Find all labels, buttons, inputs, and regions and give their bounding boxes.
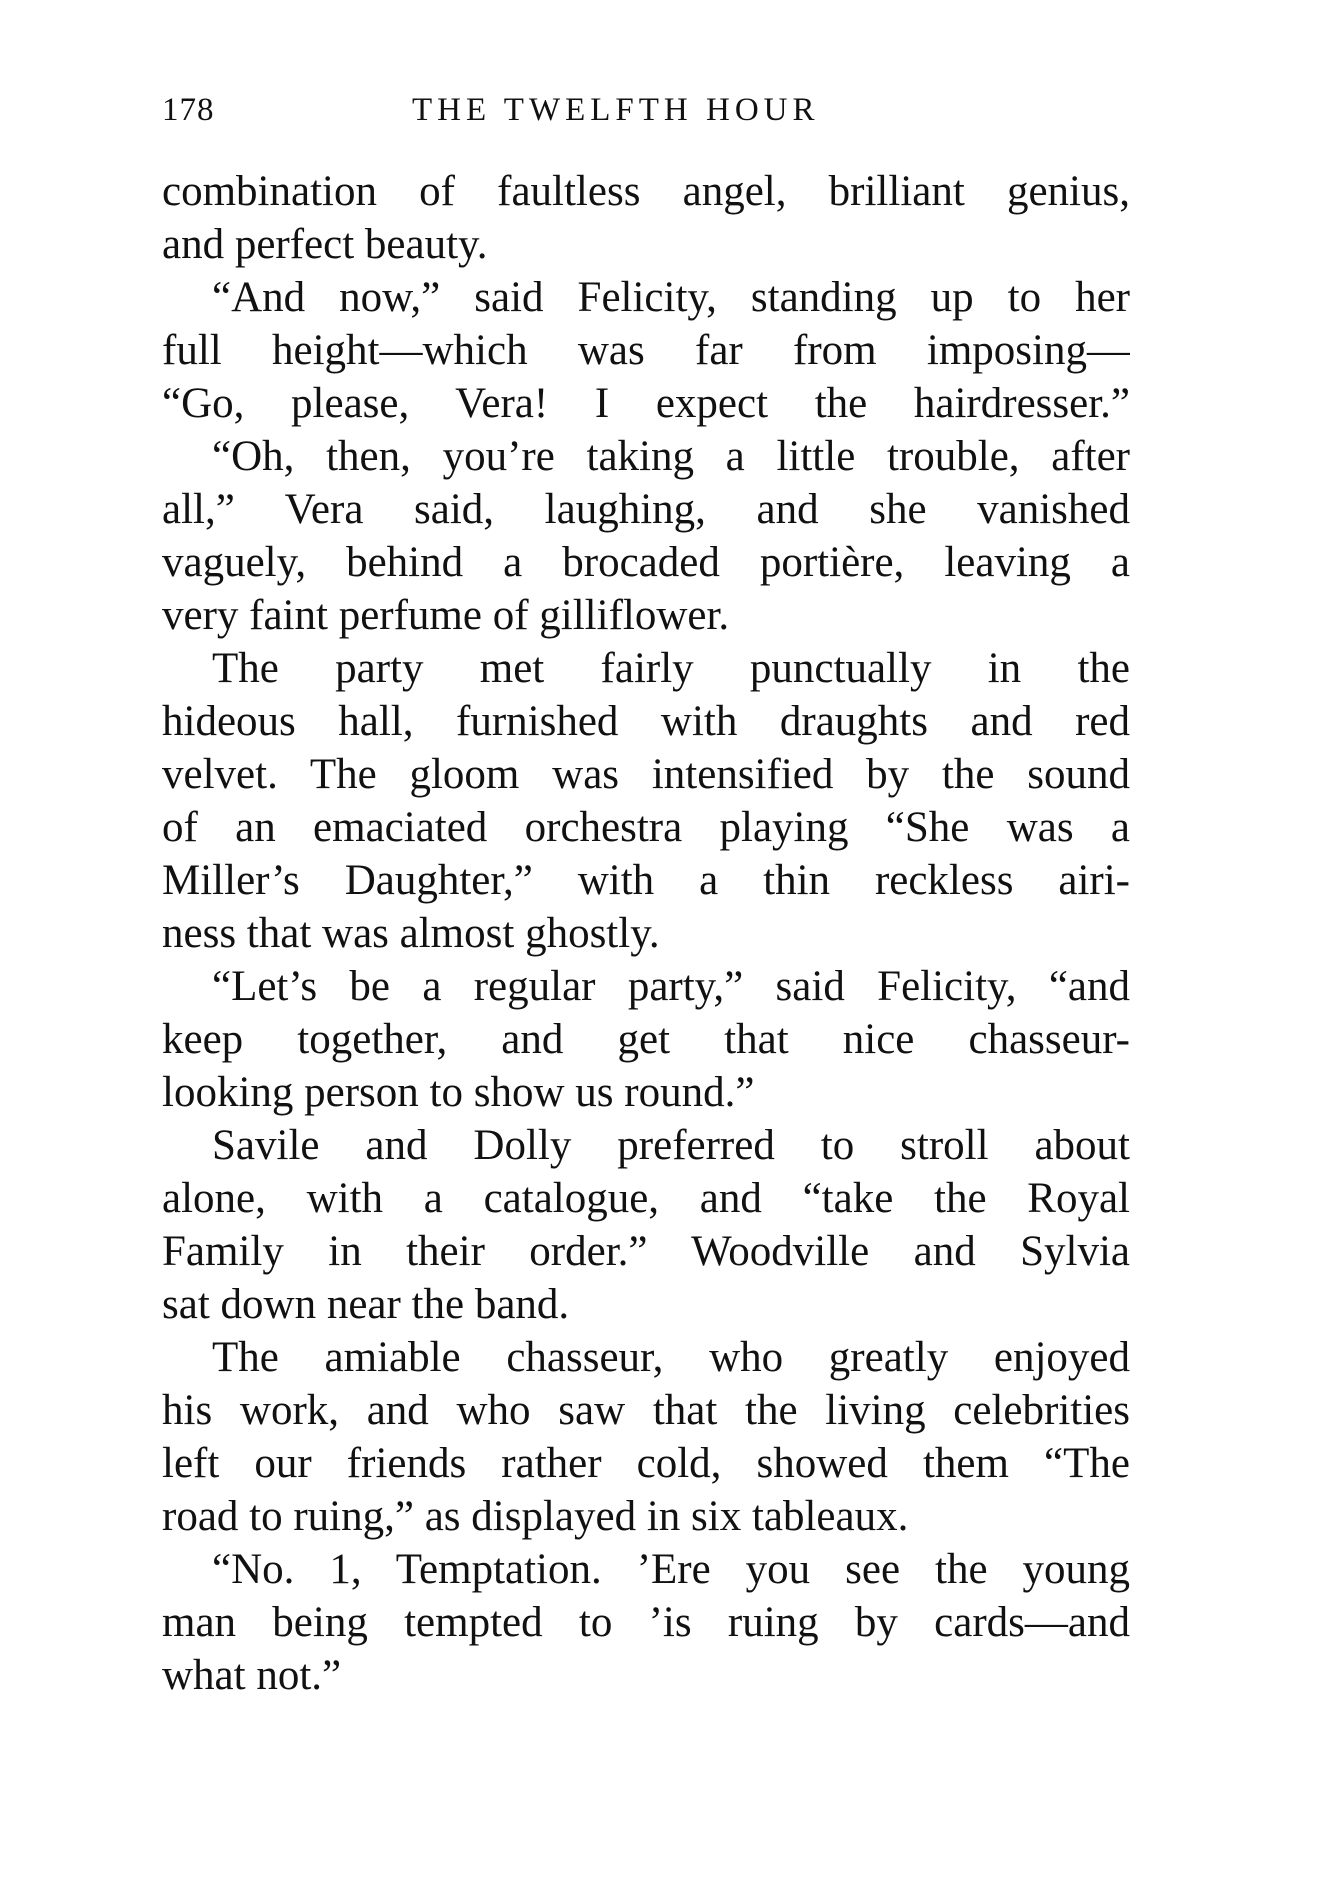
running-head (162, 92, 1132, 142)
text-line: The amiable chasseur, who greatly enjoyed (212, 1334, 1130, 1381)
text-line: vaguely, behind a brocaded portière, leaving a (162, 539, 1130, 586)
body-text (162, 165, 1130, 1702)
text-line: what not.” (162, 1652, 342, 1699)
text-line: “Oh, then, you’re taking a little trouble, after (212, 433, 1130, 480)
text-line: combination of faultless angel, brilliant genius, (162, 168, 1130, 215)
text-line: his work, and who saw that the living celebrities (162, 1387, 1130, 1434)
text-line: Miller’s Daughter,” with a thin reckless airi- (162, 857, 1130, 904)
text-line: ness that was almost ghostly. (162, 910, 660, 957)
text-line: all,” Vera said, laughing, and she vanished (162, 486, 1130, 533)
text-line: Family in their order.” Woodville and Sylvia (162, 1228, 1130, 1275)
page-number: 178 (162, 92, 215, 128)
text-line: velvet. The gloom was intensified by the sound (162, 751, 1130, 798)
text-line: looking person to show us round.” (162, 1069, 755, 1116)
text-line: “Go, please, Vera! I expect the hairdresser.” (162, 380, 1130, 427)
text-line: The party met fairly punctually in the (212, 645, 1130, 692)
text-line: Savile and Dolly preferred to stroll about (212, 1122, 1130, 1169)
text-line: man being tempted to ’is ruing by cards—and (162, 1599, 1130, 1646)
text-line: of an emaciated orchestra playing “She was a (162, 804, 1130, 851)
text-line: very faint perfume of gilliflower. (162, 592, 730, 639)
running-title: THE TWELFTH HOUR (412, 92, 820, 128)
text-line: hideous hall, furnished with draughts and red (162, 698, 1130, 745)
text-line: full height—which was far from imposing— (162, 327, 1130, 374)
text-line: left our friends rather cold, showed them “The (162, 1440, 1130, 1487)
text-line: “Let’s be a regular party,” said Felicity, “and (212, 963, 1130, 1010)
text-line: “And now,” said Felicity, standing up to her (212, 274, 1130, 321)
text-line: road to ruing,” as displayed in six tableaux. (162, 1493, 909, 1540)
text-line: “No. 1, Temptation. ’Ere you see the young (212, 1546, 1130, 1593)
text-line: sat down near the band. (162, 1281, 570, 1328)
text-line: alone, with a catalogue, and “take the Royal (162, 1175, 1130, 1222)
text-line: and perfect beauty. (162, 221, 488, 268)
text-line: keep together, and get that nice chasseur- (162, 1016, 1130, 1063)
